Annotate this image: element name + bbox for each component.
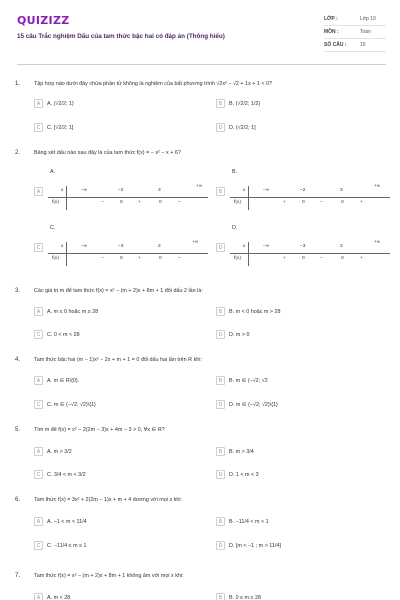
option-letter-box: A [34,376,43,385]
question-number: 7. [15,573,21,579]
meta-row-subject [324,26,386,39]
option-text: B. (√2/2; 1/2) [229,100,261,107]
option-letter-box: A [34,517,43,526]
option-a[interactable] [34,516,87,527]
option-b[interactable] [216,592,261,600]
question-number: 1. [15,81,21,87]
sign: + [283,200,286,205]
option-letter-box: C [34,123,43,132]
option-letter-box: C [34,330,43,339]
option-text: D. 1 < m < 3 [229,471,259,478]
option-text: C. [√2/2; 1] [47,124,74,131]
sign: − [101,256,104,261]
sign-table-b [230,186,390,210]
sign: 0 [120,200,123,205]
table-label-c: C. [50,225,56,231]
root: +∞ [192,240,199,245]
option-b[interactable] [216,98,260,109]
option-a[interactable] [34,98,74,109]
option-letter-box: C [34,541,43,550]
root: 2 [158,244,161,249]
question-text: Các giá trị m để tam thức f(x) = x² − (m + 2)x + 8m + 1 đổi dấu 2 lần là: [34,288,203,294]
option-text: B. −11/4 < m < 1 [229,518,269,525]
option-a[interactable]: A [34,187,43,196]
option-d[interactable]: D [216,243,225,252]
root: 3 [158,188,161,193]
question-text: Tam thức f(x) = x² − (m + 2)x + 8m + 1 không âm với mọi x khi: [34,573,184,579]
question-text: Tam thức f(x) = 3x² + 2(2m − 1)x + m + 4 dương với mọi x khi: [34,497,183,503]
option-letter-box: D [216,400,225,409]
option-text: C. m ∈ (−√2; √2)\{1} [47,401,96,408]
table-label-a: A. [50,169,56,175]
meta-row-class [324,13,386,26]
option-d[interactable] [216,122,256,133]
row-label-f: f(x) [234,256,241,261]
option-a[interactable] [34,592,70,600]
option-a[interactable] [34,306,98,317]
sign: + [283,256,286,261]
option-a[interactable] [34,375,79,386]
header-divider [17,64,386,65]
sign-table-d [230,242,390,266]
question-number: 3. [15,288,21,294]
option-d[interactable] [216,469,259,480]
root: −2 [118,188,124,193]
row-label-x: x [243,188,246,193]
root: −3 [300,244,306,249]
option-letter-box: B [216,517,225,526]
meta-key: LỚP : [324,16,338,22]
meta-value: Toán [360,29,371,35]
sign: 0 [120,256,123,261]
option-text: A. m ∈ R\{0}. [47,377,80,384]
option-text: B. m > 3/4 [229,448,254,455]
option-b[interactable] [216,516,269,527]
meta-value: Lớp 10 [360,16,376,22]
option-text: A. m < 28 [47,594,71,600]
sign: − [178,256,181,261]
sign: − [101,200,104,205]
root: −∞ [263,188,270,193]
option-text: B. 0 ≤ m ≤ 28 [229,594,261,600]
option-letter-box: D [216,541,225,550]
option-c[interactable]: C [34,243,43,252]
option-c[interactable] [34,122,73,133]
sign: 0 [302,200,305,205]
row-label-f: f(x) [234,200,241,205]
option-d[interactable] [216,540,281,551]
option-c[interactable] [34,329,80,340]
option-text: A. −1 < m < 11/4 [47,518,87,525]
option-letter-box: A [34,99,43,108]
root: −∞ [81,244,88,249]
option-letter-box: B [216,593,225,600]
question-text: Tam thức bậc hai (m − 1)x² − 2x + m + 1 = 0 đổi dấu hai lần trên R khi: [34,357,202,363]
option-text: D. [m < −1 ; m > 11/4] [229,542,281,549]
question-number: 4. [15,357,21,363]
option-d[interactable] [216,399,278,410]
option-text: D. (√2/2; 1] [229,124,256,131]
row-label-x: x [61,244,64,249]
root: +∞ [196,184,203,189]
option-b[interactable]: B [216,187,225,196]
option-text: D. m ∈ (−√2; √2)\{1} [229,401,278,408]
option-letter-box: D [216,330,225,339]
sign: + [360,200,363,205]
sign: + [360,256,363,261]
meta-table [324,13,386,52]
question-number: 6. [15,497,21,503]
meta-key: SỐ CÂU : [324,42,347,48]
sign: 0 [302,256,305,261]
sign: − [320,256,323,261]
question-number: 2. [15,150,21,156]
option-letter-box: A [34,593,43,600]
option-letter-box: B [216,447,225,456]
sign: + [138,200,141,205]
root: −3 [118,244,124,249]
sign: 0 [159,200,162,205]
option-text: A. m ≤ 0 hoặc m ≥ 28 [47,308,99,315]
row-label-x: x [61,188,64,193]
document-header [0,0,400,62]
sign: + [138,256,141,261]
option-c[interactable] [34,540,87,551]
option-c[interactable] [34,399,96,410]
question-number: 5. [15,427,21,433]
root: 2 [340,244,343,249]
option-b[interactable] [216,446,254,457]
option-letter-box: C [34,400,43,409]
root: +∞ [374,240,381,245]
option-text: C. 0 < m < 28 [47,331,80,338]
option-letter-box: B [216,307,225,316]
sign: − [178,200,181,205]
option-text: D. m > 0 [229,331,250,338]
root: −∞ [263,244,270,249]
option-text: B. m < 0 hoặc m > 28 [229,308,281,315]
option-letter-box: A [34,447,43,456]
option-b[interactable] [216,375,268,386]
option-letter-box: C [34,470,43,479]
option-letter-box: B [216,99,225,108]
option-letter-box: A [34,307,43,316]
option-b[interactable] [216,306,281,317]
sign-table-a [48,186,208,210]
option-letter-box: B [216,376,225,385]
row-label-f: f(x) [52,200,59,205]
quizizz-logo: QUIZIZZ [17,14,70,27]
root: −∞ [81,188,88,193]
question-text: Tập hợp nào dưới đây chứa phần tử không là nghiệm của bất phương trình √2x² − √2 + 1x + 1 < 0? [34,81,273,87]
option-letter-box: D [216,470,225,479]
option-text: B. m ∈ (−√2; √2 [229,377,268,384]
row-label-x: x [243,244,246,249]
sign: 0 [341,256,344,261]
option-text: C. 3/4 < m < 3/2 [47,471,86,478]
root: 3 [340,188,343,193]
question-text: Bảng xét dấu nào sau đây là của tam thức f(x) = − x² − x + 6? [34,150,181,156]
option-a[interactable] [34,446,72,457]
option-d[interactable] [216,329,250,340]
sign: 0 [159,256,162,261]
table-label-b: B. [232,169,238,175]
meta-row-count [324,39,386,52]
sign-table-c [48,242,208,266]
sign: 0 [341,200,344,205]
document-title: 15 câu Trắc nghiệm Dấu của tam thức bậc hai có đáp án (Thông hiểu) [17,33,225,40]
table-label-d: D. [232,225,238,231]
meta-value: 15 [360,42,366,48]
root: +∞ [374,184,381,189]
option-letter-box: D [216,123,225,132]
option-text: A. (√2/2; 1) [47,100,74,107]
option-c[interactable] [34,469,86,480]
root: −2 [300,188,306,193]
meta-key: MÔN : [324,29,339,35]
option-text: A. m > 3/2 [47,448,72,455]
row-label-f: f(x) [52,256,59,261]
option-text: C. −11/4 ≤ m ≤ 1 [47,542,87,549]
question-text: Tìm m để f(x) = x² − 2(2m − 3)x + 4m − 3 > 0, ∀x ∈ R? [34,427,165,433]
sign: − [320,200,323,205]
